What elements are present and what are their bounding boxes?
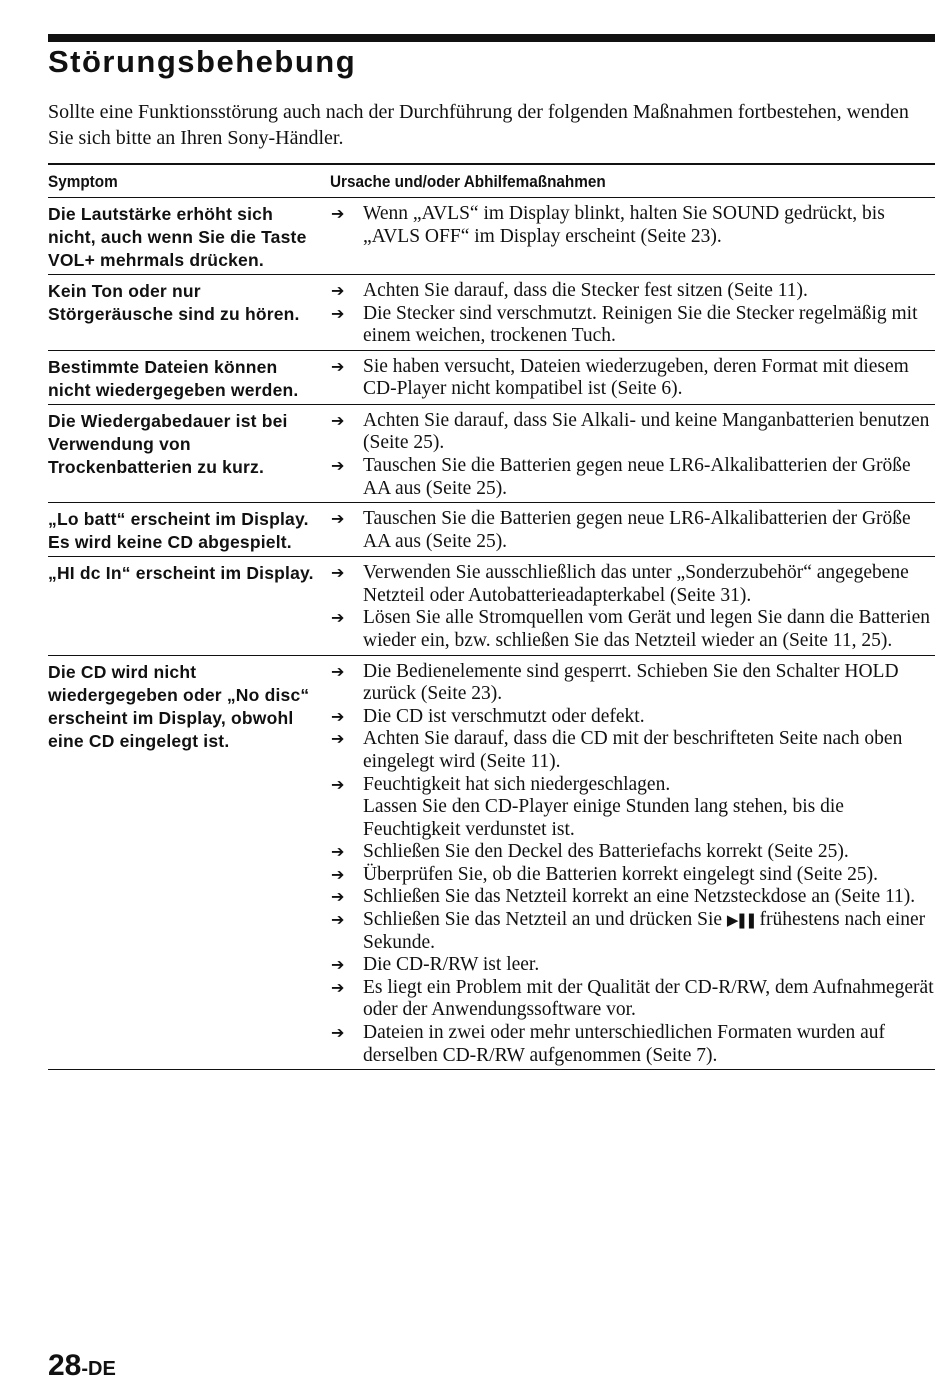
symptom-text: Die CD wird nicht wiedergegeben oder „No disc“ erscheint im Display, obwohl eine CD eingelegt ist. bbox=[48, 661, 310, 751]
remedy-item bbox=[330, 661, 935, 706]
remedy-text-after: frühestens nach einer Sekunde. bbox=[363, 909, 926, 953]
remedy-cell bbox=[330, 655, 935, 1070]
symptom-text: Kein Ton oder nur Störgeräusche sind zu hören. bbox=[48, 281, 300, 324]
remedy-text bbox=[363, 706, 935, 729]
remedy-line: Die Stecker sind verschmutzt. Reinigen Sie die Stecker regelmäßig mit einem weichen, trockenen Tuch. bbox=[363, 302, 918, 347]
remedy-line: Achten Sie darauf, dass Sie Alkali- und keine Manganbatterien benutzen (Seite 25). bbox=[363, 409, 930, 454]
remedy-text bbox=[363, 1022, 935, 1067]
remedy-text bbox=[363, 303, 935, 348]
remedy-item bbox=[330, 303, 935, 348]
arrow-right-icon: ➔ bbox=[331, 204, 345, 223]
remedy-line: Tauschen Sie die Batterien gegen neue LR6-Alkalibatterien der Größe AA aus (Seite 25). bbox=[363, 508, 911, 552]
arrow-right-icon: ➔ bbox=[331, 356, 345, 376]
remedy-line: Tauschen Sie die Batterien gegen neue LR6-Alkalibatterien der Größe AA aus (Seite 25). bbox=[363, 454, 911, 499]
remedy-item bbox=[330, 455, 935, 500]
symptom-cell bbox=[48, 655, 330, 1070]
remedy-text bbox=[363, 203, 935, 248]
remedy-line: Feuchtigkeit hat sich niedergeschlagen. bbox=[363, 773, 671, 795]
arrow-right-icon: ➔ bbox=[331, 661, 345, 681]
arrow-right-icon: ➔ bbox=[331, 774, 345, 794]
remedy-cell bbox=[330, 404, 935, 502]
remedy-text bbox=[363, 607, 935, 652]
symptom-column-header: Symptom bbox=[48, 172, 118, 191]
remedy-line: Verwenden Sie ausschließlich das unter „Sonderzubehör“ angegebene Netzteil oder Autobatterieadapterkabel (Seite 31). bbox=[363, 562, 909, 606]
page-number bbox=[48, 1349, 116, 1383]
remedy-cell bbox=[330, 275, 935, 351]
arrow-right-icon: ➔ bbox=[331, 1023, 345, 1043]
remedy-item bbox=[330, 977, 935, 1022]
table-row bbox=[48, 557, 935, 655]
arrow-right-icon: ➔ bbox=[331, 563, 345, 583]
remedy-column-header: Ursache und/oder Abhilfemaßnahmen bbox=[330, 172, 606, 191]
remedy-line: Dateien in zwei oder mehr unterschiedlichen Formaten wurden auf derselben CD-R/RW aufgenommen (Seite 7). bbox=[363, 1022, 885, 1066]
remedy-line: Die CD ist verschmutzt oder defekt. bbox=[363, 705, 645, 727]
table-row bbox=[48, 655, 935, 1070]
symptom-cell bbox=[48, 503, 330, 557]
remedy-item bbox=[330, 203, 935, 248]
symptom-cell bbox=[48, 275, 330, 351]
remedy-line: Sie haben versucht, Dateien wiederzugeben, deren Format mit diesem CD-Player nicht kompatibel ist (Seite 6). bbox=[363, 355, 909, 400]
symptom-text: Bestimmte Dateien können nicht wiedergegeben werden. bbox=[48, 356, 299, 400]
remedy-line: Schließen Sie den Deckel des Batteriefachs korrekt (Seite 25). bbox=[363, 841, 849, 863]
arrow-right-icon: ➔ bbox=[331, 955, 345, 975]
remedy-line: Lassen Sie den CD-Player einige Stunden lang stehen, bis die Feuchtigkeit verdunstet ist. bbox=[363, 796, 844, 840]
remedy-text bbox=[363, 728, 935, 773]
remedy-text bbox=[363, 954, 935, 977]
remedy-text bbox=[363, 886, 935, 909]
table-row bbox=[48, 198, 935, 275]
remedy-line: Achten Sie darauf, dass die Stecker fest sitzen (Seite 11). bbox=[363, 280, 808, 301]
table-row bbox=[48, 275, 935, 351]
symptom-text: „Lo batt“ erscheint im Display. Es wird keine CD abgespielt. bbox=[48, 509, 309, 553]
remedy-item bbox=[330, 280, 935, 303]
remedy-text bbox=[363, 864, 935, 887]
arrow-right-icon: ➔ bbox=[331, 281, 345, 300]
remedy-item bbox=[330, 909, 935, 954]
remedy-text bbox=[363, 356, 935, 401]
arrow-right-icon: ➔ bbox=[331, 455, 345, 475]
arrow-right-icon: ➔ bbox=[331, 864, 345, 884]
remedy-cell bbox=[330, 557, 935, 655]
remedy-text bbox=[363, 280, 935, 303]
remedy-text bbox=[363, 909, 935, 954]
remedy-item bbox=[330, 954, 935, 977]
arrow-right-icon: ➔ bbox=[331, 977, 345, 997]
remedy-text bbox=[363, 455, 935, 500]
remedy-item bbox=[330, 410, 935, 455]
remedy-line: Schließen Sie das Netzteil korrekt an eine Netzsteckdose an (Seite 11). bbox=[363, 886, 916, 908]
remedy-item bbox=[330, 1022, 935, 1067]
symptom-text: Die Wiedergabedauer ist bei Verwendung von Trockenbatterien zu kurz. bbox=[48, 410, 288, 477]
remedy-item bbox=[330, 728, 935, 773]
remedy-text bbox=[363, 661, 935, 706]
remedy-item bbox=[330, 562, 935, 607]
symptom-cell bbox=[48, 557, 330, 655]
remedy-text bbox=[363, 508, 935, 553]
page-number-suffix: -DE bbox=[81, 1358, 116, 1380]
remedy-line: Die CD-R/RW ist leer. bbox=[363, 954, 540, 976]
title-rule bbox=[48, 34, 935, 42]
symptom-text: Die Lautstärke erhöht sich nicht, auch wenn Sie die Taste VOL+ mehrmals drücken. bbox=[48, 204, 307, 270]
remedy-cell bbox=[330, 198, 935, 275]
remedy-item bbox=[330, 774, 935, 842]
arrow-right-icon: ➔ bbox=[331, 509, 345, 529]
table-row bbox=[48, 503, 935, 557]
remedy-text bbox=[363, 841, 935, 864]
remedy-item bbox=[330, 886, 935, 909]
symptom-cell bbox=[48, 404, 330, 502]
arrow-right-icon: ➔ bbox=[331, 410, 345, 430]
symptom-text: „HI dc In“ erscheint im Display. bbox=[48, 563, 314, 584]
remedy-line: Wenn „AVLS“ im Display blinkt, halten Sie SOUND gedrückt, bis „AVLS OFF“ im Display erscheint (Seite 23). bbox=[363, 203, 885, 247]
page-number-value: 28 bbox=[48, 1349, 82, 1382]
troubleshooting-table bbox=[48, 163, 935, 1070]
page-title: Störungsbehebung bbox=[48, 44, 357, 79]
remedy-cell bbox=[330, 350, 935, 404]
remedy-item bbox=[330, 706, 935, 729]
arrow-right-icon: ➔ bbox=[331, 887, 345, 907]
remedy-cell bbox=[330, 503, 935, 557]
arrow-right-icon: ➔ bbox=[331, 706, 345, 726]
remedy-line: Überprüfen Sie, ob die Batterien korrekt eingelegt sind (Seite 25). bbox=[363, 863, 878, 885]
table-body bbox=[48, 198, 935, 1070]
arrow-right-icon: ➔ bbox=[331, 303, 345, 323]
symptom-cell bbox=[48, 198, 330, 275]
remedy-item bbox=[330, 841, 935, 864]
remedy-item bbox=[330, 508, 935, 553]
table-header-row bbox=[48, 164, 935, 198]
remedy-text bbox=[363, 774, 935, 842]
remedy-item bbox=[330, 864, 935, 887]
arrow-right-icon: ➔ bbox=[331, 608, 345, 628]
remedy-item bbox=[330, 607, 935, 652]
remedy-text bbox=[363, 562, 935, 607]
intro-paragraph: Sollte eine Funktionsstörung auch nach der Durchführung der folgenden Maßnahmen fortbestehen, wenden Sie sich bitte an Ihren Sony-Händler. bbox=[48, 101, 909, 149]
arrow-right-icon: ➔ bbox=[331, 910, 345, 930]
table-row bbox=[48, 350, 935, 404]
table-row bbox=[48, 404, 935, 502]
symptom-cell bbox=[48, 350, 330, 404]
remedy-line: Die Bedienelemente sind gesperrt. Schieben Sie den Schalter HOLD zurück (Seite 23). bbox=[363, 660, 899, 705]
remedy-line: Es liegt ein Problem mit der Qualität der CD-R/RW, dem Aufnahmegerät oder der Anwendungssoftware vor. bbox=[363, 976, 934, 1021]
remedy-text bbox=[363, 977, 935, 1022]
remedy-text bbox=[363, 410, 935, 455]
remedy-line: Lösen Sie alle Stromquellen vom Gerät und legen Sie dann die Batterien wieder ein, bzw. schließen Sie das Netzteil wieder an (Seite 11, 25). bbox=[363, 607, 930, 651]
play-pause-icon: ▶❚❚ bbox=[726, 911, 755, 930]
arrow-right-icon: ➔ bbox=[331, 842, 345, 862]
remedy-item bbox=[330, 356, 935, 401]
arrow-right-icon: ➔ bbox=[331, 729, 345, 749]
remedy-line: Achten Sie darauf, dass die CD mit der beschrifteten Seite nach oben eingelegt wird (Seite 11). bbox=[363, 728, 903, 772]
remedy-text-before: Schließen Sie das Netzteil an und drücken Sie bbox=[363, 909, 727, 931]
